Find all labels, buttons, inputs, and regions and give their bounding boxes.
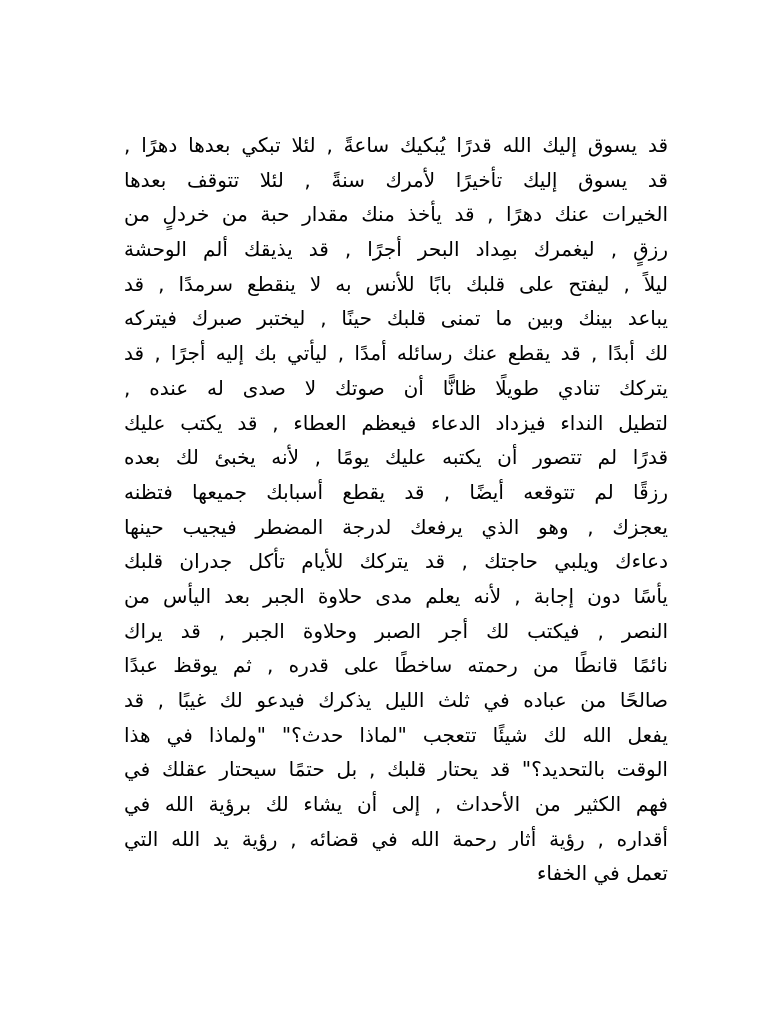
text-line-4: رزقٍ , ليغمرك بمِداد البحر أجرًا , قد يذيقك ألم الوحشة	[124, 237, 668, 262]
text-line-17: صالحًا من عباده في ثلث الليل يذكرك فيدعو لك غيبًا , قد	[124, 688, 668, 712]
text-line-11: رزقًا لم تتوقعه أيضًا , قد يقطع أسبابك جميعها فتظنه	[124, 479, 668, 504]
text-line-16: نائمًا قانطًا من رحمته ساخطًا على قدره , ثم يوقظ عبدًا	[124, 653, 668, 678]
text-line-2: قد يسوق إليك تأخيرًا لأمرك سنةً , لئلا تتوقف بعدها	[124, 167, 668, 192]
text-line-18: يفعل الله لك شيئًا تتعجب "لماذا حدث؟" "ولماذا في هذا	[124, 722, 668, 747]
text-line-21: أقداره , رؤية أثار رحمة الله في قضائه , رؤية يد الله التي	[124, 826, 668, 851]
text-line-22: تعمل في الخفاء	[536, 861, 668, 886]
text-line-14: يأسًا دون إجابة , لأنه يعلم مدى حلاوة الجبر بعد اليأس من	[124, 583, 668, 608]
text-line-20: فهم الكثير من الأحداث , إلى أن يشاء لك برؤية الله في	[124, 792, 668, 817]
text-line-7: لك أبدًا , قد يقطع عنك رسائله أمدًا , ليأتي بك إليه أجرًا , قد	[124, 341, 668, 366]
text-line-13: دعاءك ويلبي حاجتك , قد يتركك للأيام تأكل جدران قلبك	[124, 549, 668, 574]
text-line-3: الخيرات عنك دهرًا , قد يأخذ منك مقدار حبة من خردلٍ من	[124, 202, 668, 227]
text-line-8: يتركك تنادي طويلًا ظانًّا أن صوتك لا صدى له عنده ,	[124, 375, 668, 400]
arabic-text-body	[124, 128, 668, 891]
text-line-15: النصر , فيكتب لك أجر الصبر وحلاوة الجبر , قد يراك	[124, 618, 668, 643]
text-line-10: قدرًا لم تتصور أن يكتبه عليك يومًا , لأنه يخبئ لك بعده	[124, 445, 668, 470]
text-line-9: لتطيل النداء فيزداد الدعاء فيعظم العطاء , قد يكتب عليك	[124, 410, 668, 435]
text-line-1: قد يسوق إليك الله قدرًا يُبكيك ساعةً , لئلا تبكي بعدها دهرًا ,	[124, 133, 668, 157]
text-line-12: يعجزك , وهو الذي يرفعك لدرجة المضطر فيجيب حينها	[124, 514, 668, 539]
text-line-6: يباعد بينك وبين ما تمنى قلبك حينًا , ليختبر صبرك فيتركه	[124, 306, 668, 331]
text-line-5: ليلاً , ليفتح على قلبك بابًا للأنس به لا ينقطع سرمدًا , قد	[124, 271, 668, 296]
text-line-19: الوقت بالتحديد؟" قد يحتار قلبك , بل حتمًا سيحتار عقلك في	[124, 757, 668, 782]
